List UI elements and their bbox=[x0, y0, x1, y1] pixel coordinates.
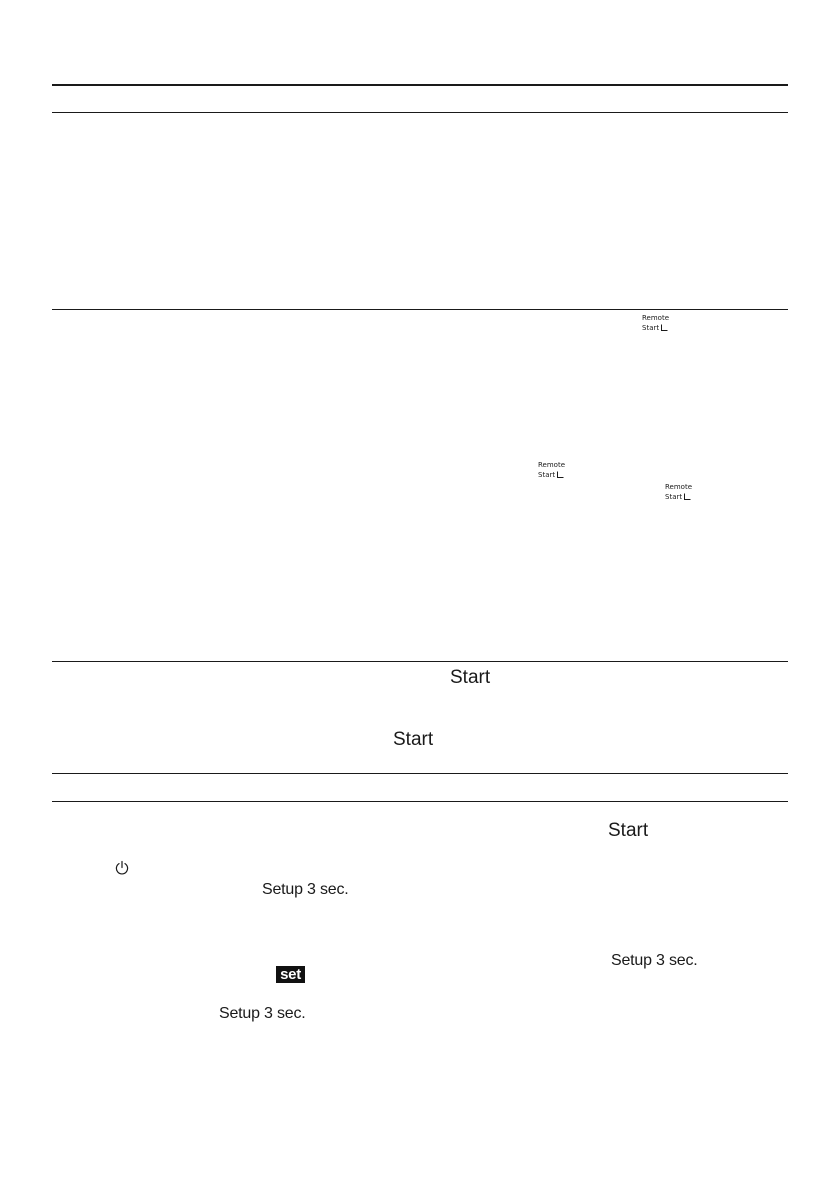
set-display-badge: set bbox=[276, 966, 305, 983]
remote-start-icon bbox=[642, 314, 669, 333]
row-divider-1 bbox=[52, 309, 788, 310]
external-link-icon bbox=[557, 471, 564, 478]
setup-3-sec-label: Setup 3 sec. bbox=[611, 952, 698, 969]
start-label: Start bbox=[450, 667, 491, 688]
remote-start-label: Start bbox=[665, 493, 683, 501]
setup-3-sec-label: Setup 3 sec. bbox=[219, 1005, 306, 1022]
start-label: Start bbox=[393, 729, 434, 750]
setup-3-sec-label: Setup 3 sec. bbox=[262, 881, 349, 898]
remote-start-icon bbox=[665, 483, 692, 502]
external-link-icon bbox=[684, 493, 691, 500]
external-link-icon bbox=[661, 324, 668, 331]
row-divider-3 bbox=[52, 773, 788, 774]
remote-label: Remote bbox=[665, 483, 693, 491]
remote-start-label: Start bbox=[642, 324, 660, 332]
table-header-rule bbox=[52, 112, 788, 113]
table-top-rule bbox=[52, 84, 788, 86]
remote-label: Remote bbox=[642, 314, 670, 322]
remote-start-label: Start bbox=[538, 471, 556, 479]
row-divider-4 bbox=[52, 801, 788, 802]
power-icon bbox=[114, 860, 130, 876]
start-label: Start bbox=[608, 820, 649, 841]
remote-start-icon bbox=[538, 461, 565, 480]
remote-label: Remote bbox=[538, 461, 566, 469]
row-divider-2 bbox=[52, 661, 788, 662]
